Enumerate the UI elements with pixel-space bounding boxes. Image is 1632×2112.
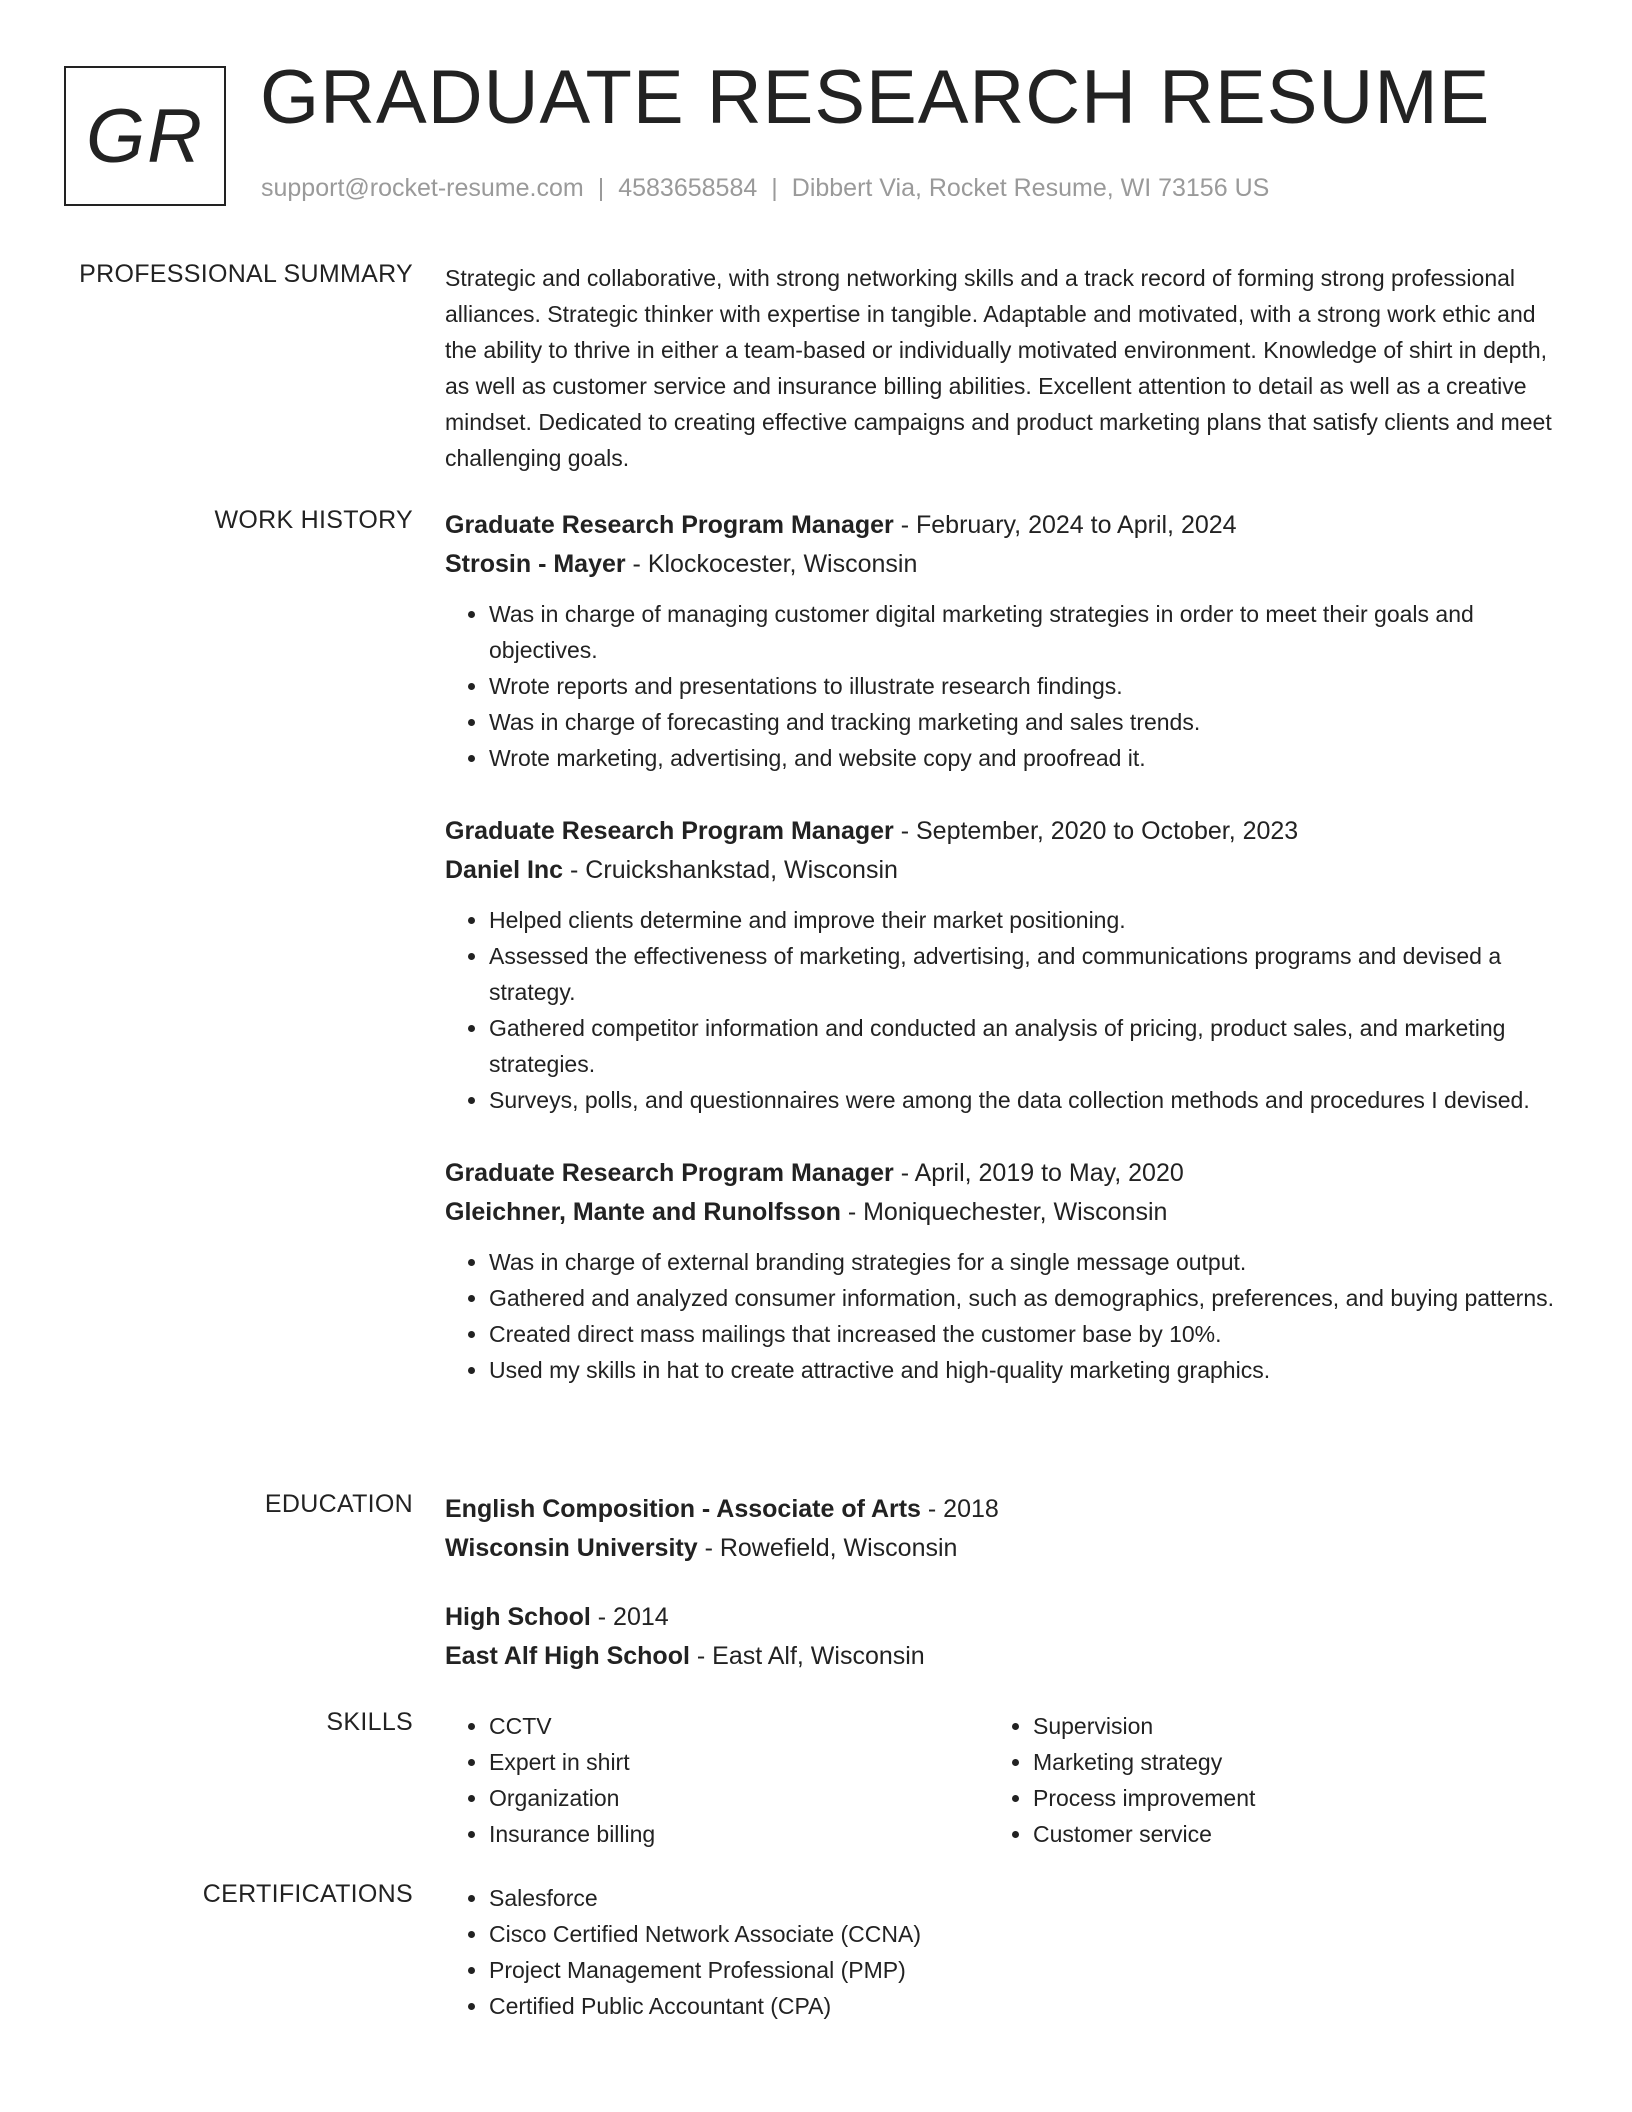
- skill-item: • Insurance billing: [489, 1816, 989, 1852]
- monogram-initials: GR: [86, 93, 204, 179]
- monogram-box: [64, 66, 226, 206]
- skill-item: • Expert in shirt: [489, 1744, 989, 1780]
- job-bullet: • Wrote reports and presentations to illustrate research findings.: [489, 668, 1565, 704]
- job-company: Gleichner, Mante and Runolfsson: [445, 1198, 841, 1226]
- skill-item: • Customer service: [1033, 1816, 1533, 1852]
- education-year: - 2014: [590, 1603, 669, 1631]
- education-location: - Rowefield, Wisconsin: [697, 1534, 958, 1562]
- job-bullet: • Was in charge of forecasting and tracking marketing and sales trends.: [489, 704, 1565, 740]
- contact-phone: 4583658584: [618, 174, 758, 202]
- skill-item: • CCTV: [489, 1708, 989, 1744]
- certification-item: • Cisco Certified Network Associate (CCNA): [489, 1916, 1565, 1952]
- contact-address: Dibbert Via, Rocket Resume, WI 73156 US: [791, 174, 1270, 202]
- education-school: Wisconsin University: [445, 1534, 698, 1562]
- job-company: Strosin - Mayer: [445, 550, 626, 578]
- job-bullet: • Assessed the effectiveness of marketing, advertising, and communications programs and devised a strategy.: [489, 938, 1565, 1010]
- job-title: Graduate Research Program Manager: [445, 511, 894, 539]
- job-entry: [445, 812, 1565, 1118]
- certification-item: • Certified Public Accountant (CPA): [489, 1988, 1565, 2024]
- work-history-heading: WORK HISTORY: [214, 506, 413, 534]
- job-dates: - April, 2019 to May, 2020: [893, 1159, 1184, 1187]
- job-bullet: • Was in charge of external branding strategies for a single message output.: [489, 1244, 1565, 1280]
- job-dates: - February, 2024 to April, 2024: [893, 511, 1237, 539]
- contact-separator: |: [597, 174, 605, 202]
- job-location: - Cruickshankstad, Wisconsin: [563, 856, 898, 884]
- skills-heading: SKILLS: [326, 1708, 413, 1736]
- certifications-list: [445, 1880, 1565, 2024]
- contact-line: [261, 174, 1269, 203]
- job-location: - Klockocester, Wisconsin: [625, 550, 918, 578]
- job-bullet: • Was in charge of managing customer digital marketing strategies in order to meet their goals and objectives.: [489, 596, 1565, 668]
- job-entry: [445, 506, 1565, 776]
- certification-item: • Salesforce: [489, 1880, 1565, 1916]
- education-entry: [445, 1598, 1565, 1676]
- education-location: - East Alf, Wisconsin: [689, 1642, 925, 1670]
- skill-item: • Process improvement: [1033, 1780, 1533, 1816]
- contact-separator: |: [771, 174, 778, 202]
- education-entry: [445, 1490, 1565, 1568]
- job-title: Graduate Research Program Manager: [445, 1159, 894, 1187]
- job-dates: - September, 2020 to October, 2023: [893, 817, 1299, 845]
- job-bullet: • Helped clients determine and improve their market positioning.: [489, 902, 1565, 938]
- skills-list-left: [445, 1708, 989, 1852]
- education-degree: High School: [445, 1603, 591, 1631]
- skill-item: • Organization: [489, 1780, 989, 1816]
- job-title: Graduate Research Program Manager: [445, 817, 894, 845]
- job-company: Daniel Inc: [445, 856, 564, 884]
- skills-list-right: [989, 1708, 1533, 1852]
- job-entry: [445, 1154, 1565, 1388]
- job-bullet: • Used my skills in hat to create attractive and high-quality marketing graphics.: [489, 1352, 1565, 1388]
- job-bullet: • Created direct mass mailings that increased the customer base by 10%.: [489, 1316, 1565, 1352]
- certification-item: • Project Management Professional (PMP): [489, 1952, 1565, 1988]
- job-bullet: • Gathered and analyzed consumer information, such as demographics, preferences, and buying patterns.: [489, 1280, 1565, 1316]
- job-bullet: • Wrote marketing, advertising, and website copy and proofread it.: [489, 740, 1565, 776]
- certifications-heading: CERTIFICATIONS: [202, 1880, 413, 1908]
- contact-email: support@rocket-resume.com: [261, 174, 584, 202]
- skill-item: • Marketing strategy: [1033, 1744, 1533, 1780]
- job-bullet: • Surveys, polls, and questionnaires were among the data collection methods and procedures I devised.: [489, 1082, 1565, 1118]
- education-heading: EDUCATION: [264, 1490, 413, 1518]
- skill-item: • Supervision: [1033, 1708, 1533, 1744]
- education-degree: English Composition - Associate of Arts: [445, 1495, 921, 1523]
- job-bullet: • Gathered competitor information and conducted an analysis of pricing, product sales, and marketing strategies.: [489, 1010, 1565, 1082]
- summary-heading: PROFESSIONAL SUMMARY: [79, 260, 413, 288]
- resume-title: GRADUATE RESEARCH RESUME: [260, 55, 1491, 140]
- summary-text: Strategic and collaborative, with strong networking skills and a track record of forming strong professional alliances. Strategic thinker with expertise in tangible. Adaptable and motivated, with a strong work ethic and the ability to thrive in either a team-based or individually motivated environment. Knowledge of shirt in depth, as well as customer service and insurance billing abilities. Excellent attention to detail as well as a creative mindset. Dedicated to creating effective campaigns and product marketing plans that satisfy clients and meet challenging goals.: [445, 265, 1552, 471]
- education-school: East Alf High School: [445, 1642, 690, 1670]
- job-location: - Moniquechester, Wisconsin: [840, 1198, 1168, 1226]
- education-year: - 2018: [920, 1495, 999, 1523]
